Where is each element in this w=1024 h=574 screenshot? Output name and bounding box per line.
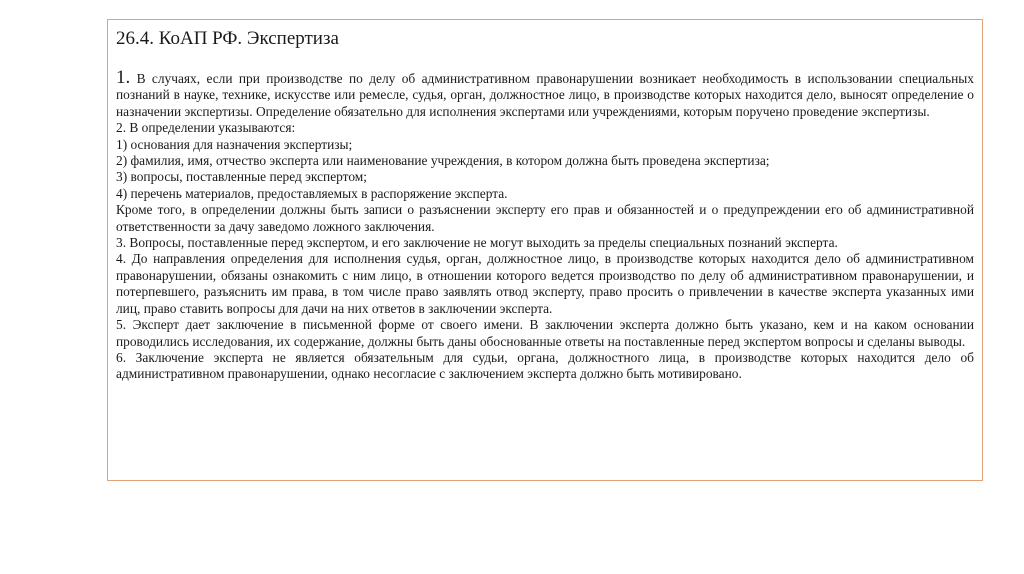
paragraph-4: 4. До направления определения для исполнения судья, орган, должностное лицо, в производстве которых находится дело об административном правонарушении, обязаны ознакомить с ним лицо, в отношении которого ведется производство по делу об административном правонарушении, и потерпевшего, разъяснить им права, в том числе право заявлять отвод эксперту, право просить о привлечении в качестве эксперта указанных ими лиц, право ставить вопросы для дачи на них ответов в заключении эксперта. bbox=[116, 251, 974, 316]
paragraph-additional: Кроме того, в определении должны быть записи о разъяснении эксперту его прав и обязанностей и о предупреждении его об административной ответственности за дачу заведомо ложного заключения. bbox=[116, 202, 974, 234]
document-title: 26.4. КоАП РФ. Экспертиза bbox=[116, 28, 339, 49]
text-frame bbox=[107, 19, 983, 481]
title-spacer bbox=[116, 52, 974, 70]
list-item-1: 1) основания для назначения экспертизы; bbox=[116, 136, 353, 152]
paragraph-1-text: В случаях, если при производстве по делу об административном правонарушении возникает необходимость в использовании специальных познаний в науке, технике, искусстве или ремесле, судья, орган, должностное лицо, в производстве которых находится дело, выносят определение о назначении экспертизы. Определение обязательно для исполнения экспертами или учреждениями, которым поручено проведение экспертизы. bbox=[116, 71, 974, 119]
list-item-2: 2) фамилия, имя, отчество эксперта или наименование учреждения, в котором должна быть проведена экспертиза; bbox=[116, 153, 770, 169]
list-item-4: 4) перечень материалов, предоставляемых в распоряжение эксперта. bbox=[116, 185, 508, 201]
list-item-3: 3) вопросы, поставленные перед экспертом; bbox=[116, 169, 367, 185]
paragraph-1 bbox=[116, 67, 974, 120]
paragraph-5: 5. Эксперт дает заключение в письменной форме от своего имени. В заключении эксперта должно быть указано, кем и на каком основании проводились исследования, их содержание, должны быть даны обоснованные ответы на поставленные перед экспертом вопросы и сделаны выводы. bbox=[116, 317, 974, 349]
paragraph-1-number: 1. bbox=[116, 67, 131, 88]
paragraph-6: 6. Заключение эксперта не является обязательным для судьи, органа, должностного лица, в производстве которых находится дело об административном правонарушении, однако несогласие с заключением эксперта должно быть мотивировано. bbox=[116, 349, 974, 382]
paragraph-3: 3. Вопросы, поставленные перед экспертом, и его заключение не могут выходить за пределы специальных познаний эксперта. bbox=[116, 235, 838, 251]
document-content bbox=[116, 26, 974, 383]
paragraph-2: 2. В определении указываются: bbox=[116, 120, 296, 136]
